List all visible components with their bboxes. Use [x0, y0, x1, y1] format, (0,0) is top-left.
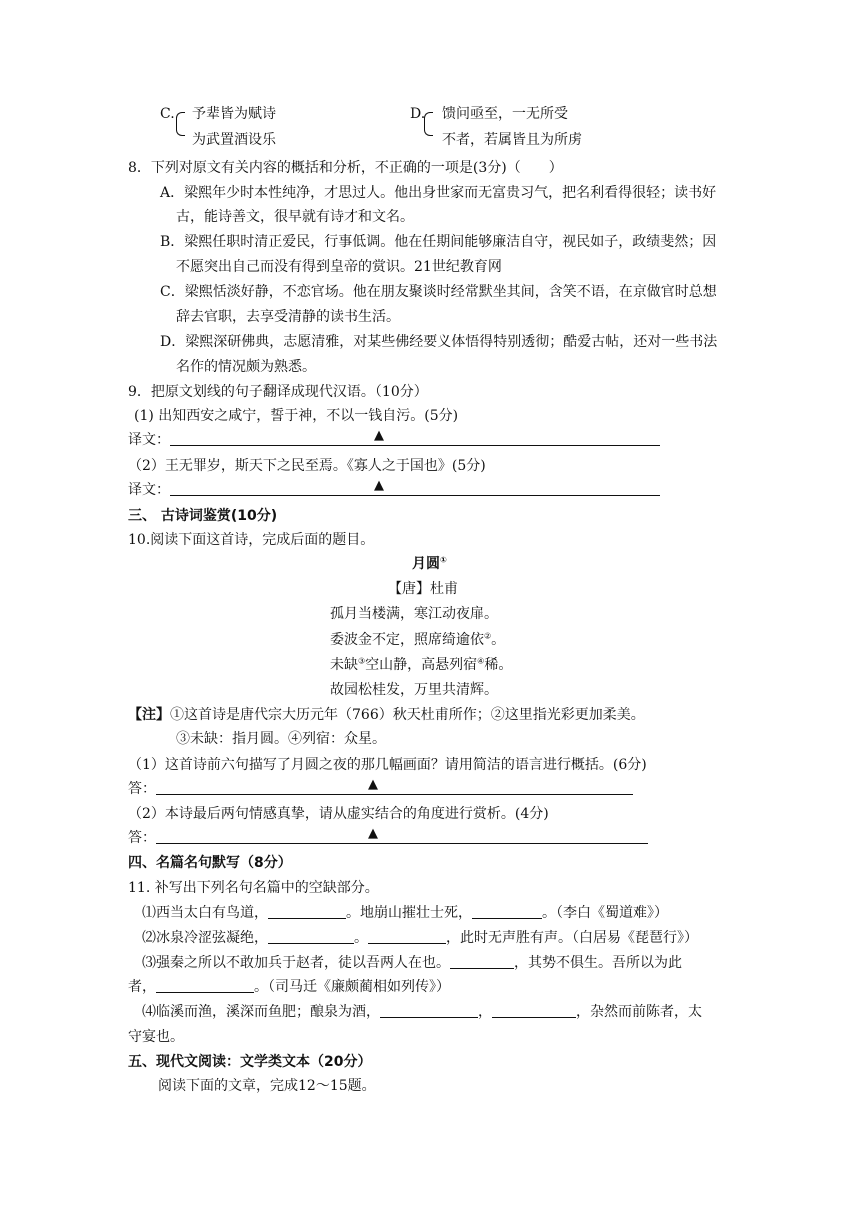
poem-title: 月圆①: [412, 555, 447, 572]
q8-option-d-line1: D．梁熙深研佛典，志愿清雅，对某些佛经要义体悟得特别透彻；酷爱古帖，还对一些书法: [160, 334, 718, 350]
triangle-marker-icon: ▲: [374, 428, 384, 443]
poem-line-2: 委波金不定，照席绮逾依②。: [330, 631, 506, 648]
blank[interactable]: [268, 904, 346, 919]
q8-option-c-line2: 辞去官职，去享受清静的读书生活。: [176, 309, 400, 325]
q8-option-a-line2: 古，能诗善文，很早就有诗才和文名。: [176, 209, 414, 225]
option-d-line1: 馈问亟至，一无所受: [442, 106, 568, 122]
triangle-marker-icon: ▲: [368, 777, 378, 792]
q8-stem: 8．下列对原文有关内容的概括和分析，不正确的一项是(3分)（ ）: [128, 160, 563, 176]
q9-answer-2: [128, 480, 660, 500]
q11-item-3-line1: ⑶强秦之所以不敢加兵于赵者，徒以吾两人在也。 ，其势不俱生。吾所以为此: [142, 955, 682, 971]
section-4-title: 四、名篇名句默写（8分）: [128, 855, 292, 871]
option-d-line2: 不者，若属皆且为所虏: [442, 132, 582, 148]
q8-option-a-line1: A．梁熙年少时本性纯净，才思过人。他出身世家而无富贵习气，把名利看得很轻；读书好: [160, 185, 717, 201]
triangle-marker-icon: ▲: [368, 826, 378, 841]
option-d-label: D.: [410, 106, 426, 122]
q9-answer-1: [128, 430, 660, 450]
blank[interactable]: [380, 1003, 478, 1018]
answer-blank-2[interactable]: [170, 478, 660, 496]
answer-label: 答：: [128, 781, 156, 797]
option-c-label: C.: [160, 106, 175, 122]
q8-option-d-line2: 名作的情况颇为熟悉。: [176, 359, 316, 375]
section-5-intro: 阅读下面的文章，完成12～15题。: [158, 1078, 376, 1094]
q10-sub-1: （1）这首诗前六句描写了月圆之夜的那几幅画面？请用简洁的语言进行概括。(6分): [128, 757, 647, 773]
answer-label: 译文：: [128, 432, 170, 448]
option-c-line1: 予辈皆为赋诗: [192, 106, 276, 122]
section-3-title: 三、 古诗词鉴赏(10分): [128, 508, 278, 524]
poem-line-4: 故园松桂发，万里共清辉。: [330, 682, 498, 698]
answer-blank-3[interactable]: [156, 777, 633, 795]
poem-notes-line-1: 【注】①这首诗是唐代宗大历元年（766）秋天杜甫所作；②这里指光彩更加柔美。: [128, 707, 645, 723]
blank[interactable]: [492, 1003, 576, 1018]
q8-option-b-line2: 不愿突出自己而没有得到皇帝的赏识。21世纪教育网: [176, 259, 502, 275]
q9-sentence-2: （2）王无罪岁，斯天下之民至焉。《寡人之于国也》(5分): [128, 458, 486, 474]
section-5-title: 五、现代文阅读：文学类文本（20分）: [128, 1054, 372, 1070]
option-d-brace: [424, 112, 433, 136]
q9-stem: 9．把原文划线的句子翻译成现代汉语。（10分）: [128, 384, 428, 400]
poem-notes-line-2: ③未缺：指月圆。④列宿：众星。: [176, 731, 386, 747]
answer-blank-1[interactable]: [170, 428, 660, 446]
q10-answer-2: [128, 828, 648, 848]
q8-option-c-line1: C．梁熙恬淡好静，不恋官场。他在朋友聚谈时经常默坐其间，含笑不语，在京做官时总想: [160, 284, 717, 300]
option-c-brace: [176, 112, 185, 136]
q10-answer-1: [128, 779, 633, 799]
answer-label: 译文：: [128, 482, 170, 498]
q11-item-4-line1: ⑷临溪而渔，溪深而鱼肥；酿泉为酒， ， ，杂然而前陈者，太: [142, 1004, 702, 1020]
option-c-line2: 为武置酒设乐: [192, 132, 276, 148]
blank[interactable]: [368, 929, 446, 944]
q9-sentence-1: (1) 出知西安之咸宁，誓于神，不以一钱自污。(5分): [134, 408, 459, 424]
q11-item-3-line2: 者， 。（司马迁《廉颇蔺相如列传》）: [128, 979, 450, 995]
triangle-marker-icon: ▲: [374, 478, 384, 493]
q8-option-b-line1: B．梁熙任职时清正爱民，行事低调。他在任期间能够廉洁自守，视民如子，政绩斐然；因: [160, 234, 717, 250]
blank[interactable]: [472, 904, 542, 919]
poem-author: 【唐】杜甫: [388, 581, 458, 597]
blank[interactable]: [268, 929, 354, 944]
poem-line-3: 未缺③空山静，高悬列宿④稀。: [330, 656, 513, 673]
blank[interactable]: [450, 954, 514, 969]
q11-item-4-line2: 守宴也。: [128, 1029, 184, 1045]
q10-sub-2: （2）本诗最后两句情感真挚，请从虚实结合的角度进行赏析。(4分): [128, 806, 549, 822]
answer-blank-4[interactable]: [156, 826, 648, 844]
answer-label: 答：: [128, 830, 156, 846]
q11-item-1: ⑴西当太白有鸟道， 。地崩山摧壮士死， 。（李白《蜀道难》）: [142, 905, 668, 921]
q10-stem: 10.阅读下面这首诗，完成后面的题目。: [128, 532, 375, 548]
q11-stem: 11. 补写出下列名句名篇中的空缺部分。: [128, 880, 379, 896]
q11-item-2: ⑵冰泉冷涩弦凝绝， 。 ，此时无声胜有声。（白居易《琵琶行》）: [142, 930, 698, 946]
poem-line-1: 孤月当楼满，寒江动夜扉。: [330, 606, 498, 622]
blank[interactable]: [156, 978, 254, 993]
